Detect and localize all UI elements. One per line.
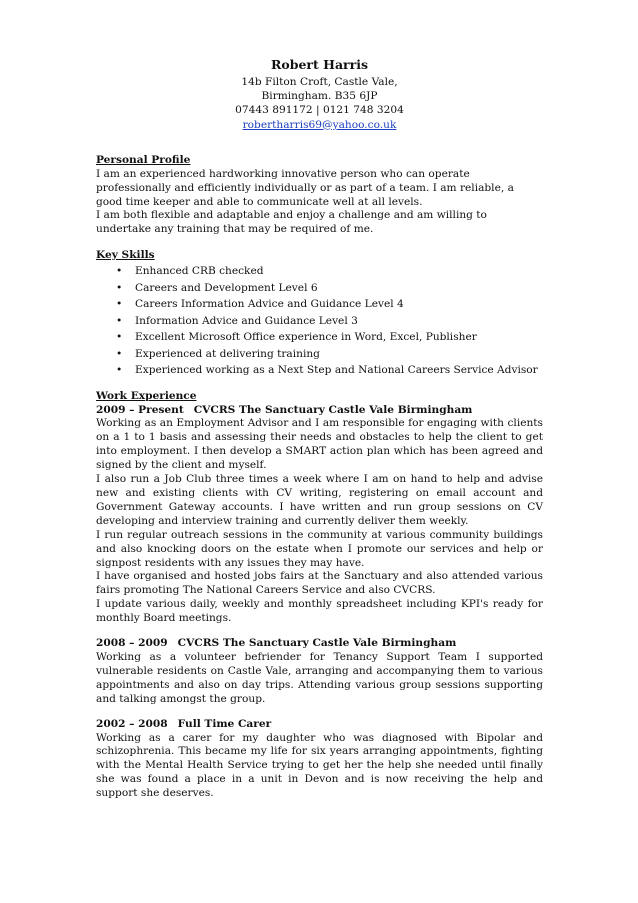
job-paragraph: I run regular outreach sessions in the community at various community buildings and also knocking doors on the estate when I promote our services and help or signpost residents with any issues they may have. <box>96 528 543 569</box>
skill-item <box>96 313 543 330</box>
job-dates: 2002 – 2008 <box>96 717 168 730</box>
job-paragraph: I have organised and hosted jobs fairs at the Sanctuary and also attended various fairs promoting The National Careers Service and also CVCRS. <box>96 570 543 597</box>
bullet-icon: • <box>116 298 123 311</box>
section-title-skills: Key Skills <box>96 249 155 262</box>
job-entry <box>96 637 543 707</box>
email-link[interactable]: robertharris69@yahoo.co.uk <box>242 118 397 131</box>
skill-item <box>96 362 543 379</box>
profile-paragraph: I am both flexible and adaptable and enjoy a challenge and am willing to undertake any training that may be required of me. <box>96 209 487 236</box>
skill-text: Information Advice and Guidance Level 3 <box>135 314 358 327</box>
skill-text: Careers and Development Level 6 <box>135 281 318 294</box>
phone-numbers: 07443 891172 | 0121 748 3204 <box>235 104 404 117</box>
job-paragraph: Working as a carer for my daughter who was diagnosed with Bipolar and schizophrenia. This became my life for six years arranging appointments, fighting with the Mental Health Service trying to get her the help she needed until finally she was found a place in a unit in Devon and is now receiving the help and support she deserves. <box>96 731 543 800</box>
job-organisation: CVCRS The Sanctuary Castle Vale Birmingham <box>193 403 473 416</box>
section-title-experience: Work Experience <box>96 389 197 402</box>
job-organisation: Full Time Carer <box>177 717 272 730</box>
address-line-2: Birmingham. B35 6JP <box>261 90 378 103</box>
bullet-icon: • <box>116 347 123 360</box>
job-organisation: CVCRS The Sanctuary Castle Vale Birmingham <box>177 637 457 650</box>
skill-text: Experienced working as a Next Step and National Careers Service Advisor <box>135 364 538 377</box>
job-heading <box>96 404 543 418</box>
job-paragraph: Working as a volunteer befriender for Tenancy Support Team I supported vulnerable residents on Castle Vale, arranging and accompanying them to various appointments and also on day trips. Attending various group sessions supporting and talking amongst the group. <box>96 650 543 705</box>
bullet-icon: • <box>116 265 123 278</box>
job-entry <box>96 718 543 801</box>
job-paragraph: Working as an Employment Advisor and I am responsible for engaging with clients on a 1 to 1 basis and assessing their needs and obstacles to help the client to get into employment. I then develop a SMART action plan which has been agreed and signed by the client and myself. <box>96 417 543 472</box>
candidate-name: Robert Harris <box>271 57 368 72</box>
bullet-icon: • <box>116 314 123 327</box>
skill-item <box>96 280 543 297</box>
skill-item <box>96 296 543 313</box>
work-experience-section <box>96 390 543 801</box>
bullet-icon: • <box>116 364 123 377</box>
key-skills-section <box>96 249 543 378</box>
section-title-profile: Personal Profile <box>96 153 191 166</box>
skill-text: Experienced at delivering training <box>135 347 320 360</box>
job-dates: 2009 – Present <box>96 403 184 416</box>
skill-text: Enhanced CRB checked <box>135 265 264 278</box>
job-paragraph: I update various daily, weekly and monthly spreadsheet including KPI's ready for monthly Board meetings. <box>96 598 543 625</box>
cv-content <box>96 57 543 801</box>
profile-paragraph: I am an experienced hardworking innovative person who can operate professionally and efficiently individually or as part of a team. I am reliable, a good time keeper and able to communicate well at all levels. <box>96 167 514 208</box>
skill-item <box>96 329 543 346</box>
bullet-icon: • <box>116 281 123 294</box>
address-line-1: 14b Filton Croft, Castle Vale, <box>241 76 398 88</box>
job-paragraph: I also run a Job Club three times a week where I am on hand to help and advise new and existing clients with CV writing, registering on email account and Government Gateway accounts. I have written and run group sessions on CV developing and interview training and currently deliver them weekly. <box>96 473 543 527</box>
job-entry <box>96 404 543 627</box>
job-heading <box>96 718 543 732</box>
skill-text: Excellent Microsoft Office experience in Word, Excel, Publisher <box>135 331 477 344</box>
job-heading <box>96 637 543 651</box>
skill-text: Careers Information Advice and Guidance Level 4 <box>135 298 404 311</box>
cv-header <box>96 57 543 132</box>
bullet-icon: • <box>116 331 123 344</box>
skill-item <box>96 263 543 280</box>
personal-profile-section <box>96 154 543 237</box>
job-dates: 2008 – 2009 <box>96 637 168 650</box>
skill-item <box>96 346 543 363</box>
skills-list <box>96 263 543 379</box>
